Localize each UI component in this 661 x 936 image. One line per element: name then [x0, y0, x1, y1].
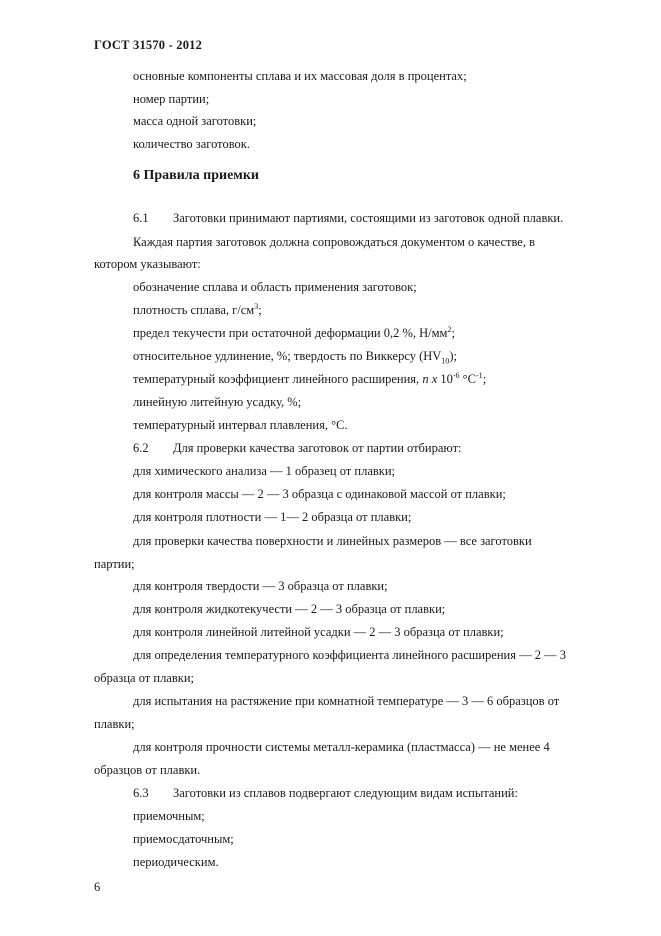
list-item: для испытания на растяжение при комнатной температуре — 3 — 6 образцов от: [133, 694, 560, 708]
paragraph-line: Каждая партия заготовок должна сопровождаться документом о качестве, в: [133, 235, 535, 249]
list-item-yield: предел текучести при остаточной деформации 0,2 %, $Н/мм^2$;: [133, 324, 455, 340]
document-code-header: ГОСТ 31570 - 2012: [94, 38, 203, 52]
list-item-thermal-coefficient: температурный коэффициент линейного расширения, n x $10^{-6}$ $^\circ С^{-1}$;: [133, 370, 487, 386]
paragraph-line: котором указывают:: [94, 257, 201, 271]
clause-number: 6.1: [133, 211, 149, 225]
list-item-density: плотность сплава, $г/см^3$;: [133, 301, 262, 317]
list-item: для контроля массы — 2 — 3 образца с одинаковой массой от плавки;: [133, 487, 506, 501]
list-item-elongation: относительное удлинение, %; твердость по Виккерсу $(HV_{10})$;: [133, 349, 457, 366]
list-item: для проверки качества поверхности и линейных размеров — все заготовки: [133, 534, 532, 548]
list-item-continuation: образцов от плавки.: [94, 763, 201, 777]
list-item-continuation: партии;: [94, 557, 135, 571]
list-item: приемосдаточным;: [133, 832, 234, 846]
intro-list-item: номер партии;: [133, 92, 210, 106]
section-heading: 6 Правила приемки: [133, 168, 259, 183]
clause-6-2: [133, 440, 462, 456]
list-item: линейную литейную усадку, %;: [133, 395, 302, 409]
clause-text: Для проверки качества заготовок от партии отбирают:: [173, 441, 462, 455]
page-number: 6: [94, 880, 101, 894]
list-item: приемочным;: [133, 809, 205, 823]
list-item: для определения температурного коэффициента линейного расширения — 2 — 3: [133, 648, 566, 662]
list-item: температурный интервал плавления, °С.: [133, 418, 348, 432]
clause-text: Заготовки из сплавов подвергают следующим видам испытаний:: [173, 786, 518, 800]
list-item-continuation: образца от плавки;: [94, 671, 194, 685]
list-item: для химического анализа — 1 образец от плавки;: [133, 464, 396, 478]
list-item: для контроля линейной литейной усадки — 2 — 3 образца от плавки;: [133, 625, 504, 639]
clause-6-1: [133, 210, 563, 226]
list-item: для контроля прочности системы металл-керамика (пластмасса) — не менее 4: [133, 740, 550, 754]
intro-list-item: масса одной заготовки;: [133, 114, 257, 128]
clause-number: 6.3: [133, 786, 149, 800]
clause-number: 6.2: [133, 441, 149, 455]
list-item: периодическим.: [133, 855, 219, 869]
list-item: обозначение сплава и область применения заготовок;: [133, 280, 417, 294]
clause-text: Заготовки принимают партиями, состоящими из заготовок одной плавки.: [173, 211, 564, 225]
list-item: для контроля плотности — 1— 2 образца от плавки;: [133, 510, 412, 524]
clause-6-3: [133, 785, 518, 801]
intro-list-item: основные компоненты сплава и их массовая доля в процентах;: [133, 69, 467, 83]
intro-list-item: количество заготовок.: [133, 137, 250, 151]
list-item: для контроля твердости — 3 образца от плавки;: [133, 579, 388, 593]
list-item: для контроля жидкотекучести — 2 — 3 образца от плавки;: [133, 602, 446, 616]
list-item-continuation: плавки;: [94, 717, 135, 731]
